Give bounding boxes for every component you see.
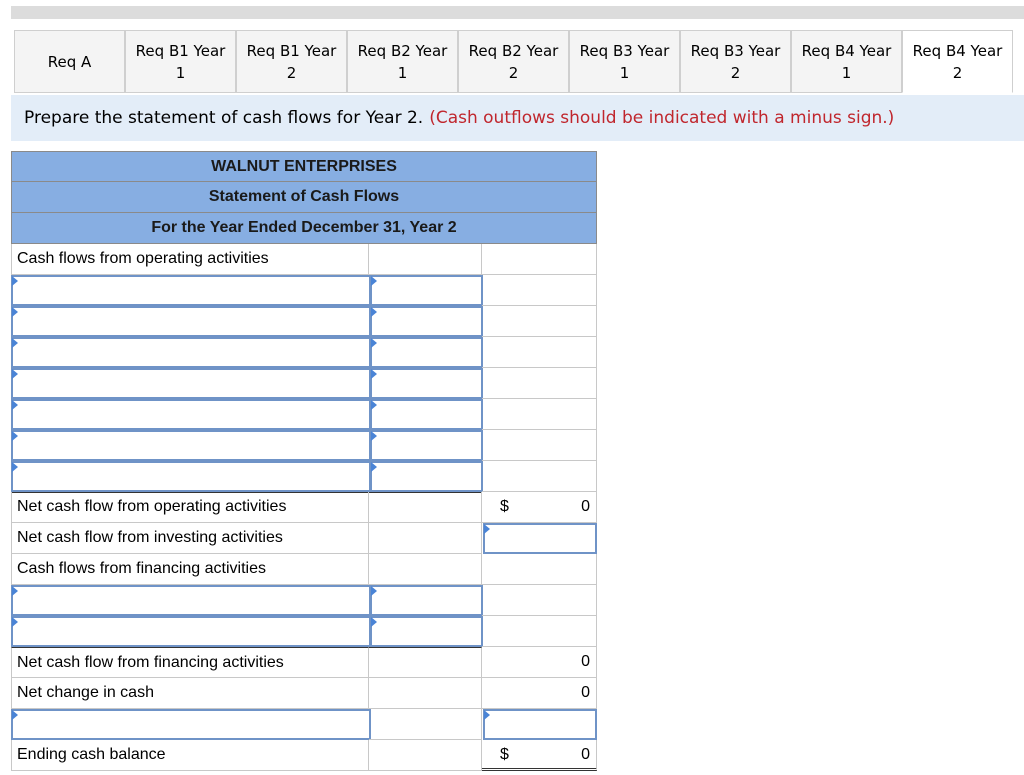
- net-operating-label: Net cash flow from operating activities: [11, 492, 369, 523]
- instruction-note: (Cash outflows should be indicated with a minus sign.): [429, 108, 895, 128]
- financing-description-input[interactable]: [11, 585, 371, 616]
- tab-req-b1-year-2[interactable]: [236, 30, 347, 93]
- tab-req-b1-year-1[interactable]: [125, 30, 236, 93]
- tab-label: Req B3 Year: [579, 41, 670, 60]
- operating-amount-input[interactable]: [370, 337, 483, 368]
- tab-label: Req A: [47, 52, 92, 71]
- operating-heading-row: [11, 244, 597, 275]
- tab-label-year: 2: [508, 63, 519, 82]
- financing-description-input[interactable]: [11, 616, 371, 647]
- instruction-banner: [11, 95, 1024, 141]
- tab-label-year: 2: [952, 63, 963, 82]
- operating-input-row: [11, 399, 597, 430]
- net-operating-value: 0: [581, 498, 590, 515]
- tab-label: Req B4 Year: [801, 41, 892, 60]
- tab-label-year: 2: [286, 63, 297, 82]
- statement-period: For the Year Ended December 31, Year 2: [11, 213, 597, 244]
- tab-req-b2-year-2[interactable]: [458, 30, 569, 93]
- operating-input-row: [11, 368, 597, 399]
- financing-amount-input[interactable]: [370, 585, 483, 616]
- net-investing-input[interactable]: [483, 523, 597, 554]
- operating-amount-input[interactable]: [370, 306, 483, 337]
- operating-description-input[interactable]: [11, 430, 371, 461]
- operating-description-input[interactable]: [11, 461, 371, 492]
- tab-req-a[interactable]: [14, 30, 125, 93]
- operating-amount-input[interactable]: [370, 399, 483, 430]
- tab-label: Req B1 Year: [246, 41, 337, 60]
- financing-input-row: [11, 616, 597, 647]
- net-change-value: 0: [581, 684, 590, 701]
- operating-amount-input[interactable]: [370, 461, 483, 492]
- statement-title: Statement of Cash Flows: [11, 182, 597, 213]
- operating-input-row: [11, 430, 597, 461]
- financing-input-row: [11, 585, 597, 616]
- net-change-row: [11, 678, 597, 709]
- ending-cash-label: Ending cash balance: [11, 740, 369, 771]
- financing-amount-input[interactable]: [370, 616, 483, 647]
- tab-label: Req B2 Year: [357, 41, 448, 60]
- beginning-cash-row: [11, 709, 597, 740]
- currency-symbol: $: [500, 746, 509, 763]
- operating-description-input[interactable]: [11, 306, 371, 337]
- tab-req-b4-year-1[interactable]: [791, 30, 902, 93]
- net-financing-label: Net cash flow from financing activities: [11, 647, 369, 678]
- operating-description-input[interactable]: [11, 399, 371, 430]
- net-operating-total: [482, 492, 597, 523]
- currency-symbol: $: [500, 498, 509, 515]
- operating-description-input[interactable]: [11, 275, 371, 306]
- net-change-label: Net change in cash: [11, 678, 369, 709]
- tab-label: Req B1 Year: [135, 41, 226, 60]
- beginning-cash-description-input[interactable]: [11, 709, 371, 740]
- operating-description-input[interactable]: [11, 368, 371, 399]
- operating-heading: Cash flows from operating activities: [11, 244, 369, 275]
- tab-label-year: 1: [619, 63, 630, 82]
- operating-input-row: [11, 306, 597, 337]
- operating-input-row: [11, 461, 597, 492]
- cash-flow-statement: [11, 151, 597, 773]
- net-financing-value: 0: [581, 653, 590, 670]
- tab-label: Req B2 Year: [468, 41, 559, 60]
- operating-input-row: [11, 337, 597, 368]
- tab-label-year: 1: [175, 63, 186, 82]
- operating-input-row: [11, 275, 597, 306]
- tab-req-b2-year-1[interactable]: [347, 30, 458, 93]
- operating-amount-input[interactable]: [370, 430, 483, 461]
- net-financing-row: [11, 647, 597, 678]
- operating-description-input[interactable]: [11, 337, 371, 368]
- tab-req-b3-year-1[interactable]: [569, 30, 680, 93]
- net-investing-label: Net cash flow from investing activities: [11, 523, 369, 554]
- tab-req-b4-year-2[interactable]: [902, 30, 1013, 93]
- tab-label-year: 1: [397, 63, 408, 82]
- top-progress-bar: [11, 6, 1024, 19]
- beginning-cash-amount-input[interactable]: [483, 709, 597, 740]
- operating-amount-input[interactable]: [370, 275, 483, 306]
- net-investing-row: [11, 523, 597, 554]
- tab-label: Req B3 Year: [690, 41, 781, 60]
- tab-label-year: 2: [730, 63, 741, 82]
- company-name: WALNUT ENTERPRISES: [11, 151, 597, 182]
- tab-label: Req B4 Year: [912, 41, 1003, 60]
- requirement-tabs: [14, 30, 1024, 93]
- financing-heading: Cash flows from financing activities: [11, 554, 369, 585]
- tab-req-b3-year-2[interactable]: [680, 30, 791, 93]
- net-operating-row: [11, 492, 597, 523]
- ending-cash-value: 0: [581, 746, 590, 763]
- operating-amount-input[interactable]: [370, 368, 483, 399]
- ending-cash-row: [11, 740, 597, 771]
- instruction-text: Prepare the statement of cash flows for Year 2.: [24, 108, 424, 128]
- financing-heading-row: [11, 554, 597, 585]
- tab-label-year: 1: [841, 63, 852, 82]
